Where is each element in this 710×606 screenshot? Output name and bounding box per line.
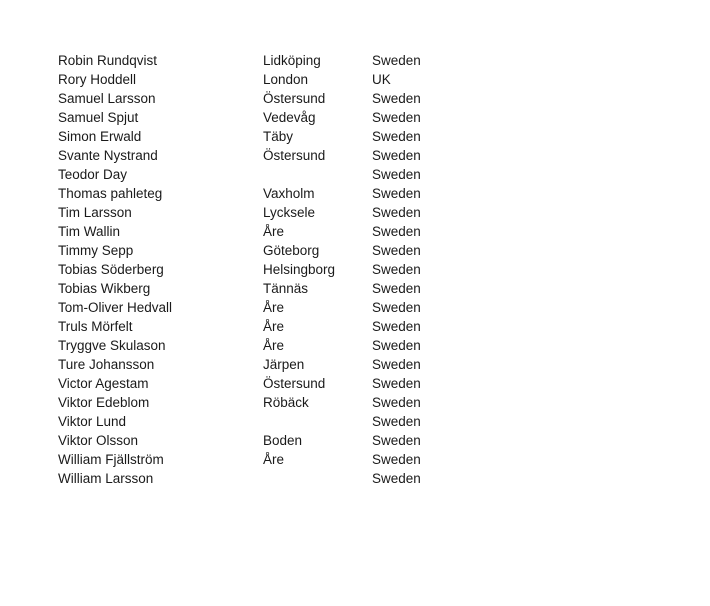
country-cell: Sweden <box>372 186 421 201</box>
person-name-cell: Tryggve Skulason <box>58 338 166 353</box>
country-cell: Sweden <box>372 319 421 334</box>
country-cell: Sweden <box>372 129 421 144</box>
city-cell <box>263 165 372 184</box>
country-cell: Sweden <box>372 205 421 220</box>
city-cell: Åre <box>263 300 285 315</box>
country-cell: Sweden <box>372 167 421 182</box>
city-cell: Helsingborg <box>263 262 336 277</box>
city-cell: London <box>263 72 309 87</box>
country-cell: UK <box>372 72 391 87</box>
person-name-cell: Viktor Edeblom <box>58 395 150 410</box>
city-cell: Röbäck <box>263 395 309 410</box>
table-row <box>58 184 452 203</box>
country-cell: Sweden <box>372 110 421 125</box>
table-row <box>58 393 452 412</box>
person-name-cell: Tim Wallin <box>58 224 120 239</box>
person-name-cell: Svante Nystrand <box>58 148 158 163</box>
table-row <box>58 222 452 241</box>
person-name-cell: Robin Rundqvist <box>58 53 158 68</box>
country-cell: Sweden <box>372 376 421 391</box>
table-row <box>58 89 452 108</box>
person-name-cell: Samuel Larsson <box>58 91 156 106</box>
country-cell: Sweden <box>372 243 421 258</box>
city-cell: Åre <box>263 319 285 334</box>
table-row <box>58 241 452 260</box>
country-cell: Sweden <box>372 91 421 106</box>
person-name-cell: Viktor Olsson <box>58 433 139 448</box>
people-table <box>58 51 452 488</box>
table-row <box>58 450 452 469</box>
person-name-cell: Truls Mörfelt <box>58 319 133 334</box>
table-row <box>58 70 452 89</box>
city-cell: Lycksele <box>263 205 316 220</box>
table-row <box>58 336 452 355</box>
city-cell: Täby <box>263 129 294 144</box>
person-name-cell: Teodor Day <box>58 167 128 182</box>
country-cell: Sweden <box>372 300 421 315</box>
person-name-cell: Timmy Sepp <box>58 243 134 258</box>
table-row <box>58 260 452 279</box>
country-cell: Sweden <box>372 357 421 372</box>
person-name-cell: Tobias Söderberg <box>58 262 164 277</box>
country-cell: Sweden <box>372 471 421 486</box>
city-cell: Åre <box>263 338 285 353</box>
person-name-cell: Samuel Spjut <box>58 110 139 125</box>
city-cell: Tännäs <box>263 281 309 296</box>
person-name-cell: Tobias Wikberg <box>58 281 151 296</box>
table-row <box>58 127 452 146</box>
city-cell <box>263 469 372 488</box>
city-cell: Åre <box>263 452 285 467</box>
country-cell: Sweden <box>372 281 421 296</box>
table-row <box>58 412 452 431</box>
country-cell: Sweden <box>372 148 421 163</box>
table-row <box>58 317 452 336</box>
city-cell: Vedevåg <box>263 110 316 125</box>
table-row <box>58 298 452 317</box>
city-cell: Lidköping <box>263 53 321 68</box>
person-name-cell: Ture Johansson <box>58 357 155 372</box>
city-cell: Boden <box>263 433 303 448</box>
city-cell: Järpen <box>263 357 305 372</box>
person-name-cell: Rory Hoddell <box>58 72 137 87</box>
table-row <box>58 165 452 184</box>
people-table-body <box>58 51 452 488</box>
person-name-cell: Victor Agestam <box>58 376 149 391</box>
table-row <box>58 431 452 450</box>
country-cell: Sweden <box>372 452 421 467</box>
table-row <box>58 469 452 488</box>
table-row <box>58 203 452 222</box>
country-cell: Sweden <box>372 395 421 410</box>
person-name-cell: William Fjällström <box>58 452 164 467</box>
country-cell: Sweden <box>372 433 421 448</box>
person-name-cell: Viktor Lund <box>58 414 127 429</box>
table-row <box>58 51 452 70</box>
city-cell <box>263 412 372 431</box>
table-row <box>58 279 452 298</box>
country-cell: Sweden <box>372 262 421 277</box>
city-cell: Östersund <box>263 91 326 106</box>
table-row <box>58 108 452 127</box>
country-cell: Sweden <box>372 338 421 353</box>
country-cell: Sweden <box>372 414 421 429</box>
table-row <box>58 146 452 165</box>
country-cell: Sweden <box>372 224 421 239</box>
person-name-cell: Thomas pahleteg <box>58 186 163 201</box>
country-cell: Sweden <box>372 53 421 68</box>
city-cell: Östersund <box>263 148 326 163</box>
person-name-cell: William Larsson <box>58 471 154 486</box>
table-row <box>58 355 452 374</box>
city-cell: Åre <box>263 224 285 239</box>
table-row <box>58 374 452 393</box>
city-cell: Göteborg <box>263 243 320 258</box>
city-cell: Vaxholm <box>263 186 315 201</box>
city-cell: Östersund <box>263 376 326 391</box>
person-name-cell: Tom-Oliver Hedvall <box>58 300 173 315</box>
person-name-cell: Tim Larsson <box>58 205 132 220</box>
person-name-cell: Simon Erwald <box>58 129 142 144</box>
